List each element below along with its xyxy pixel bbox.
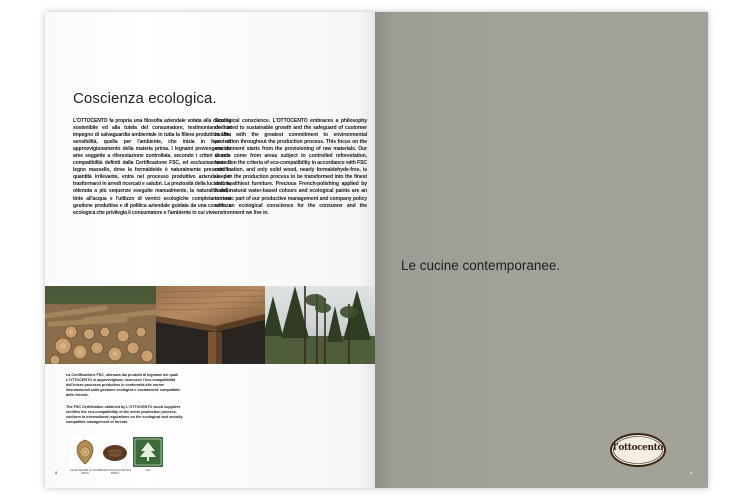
brand-name: l'ottocento [612, 443, 663, 453]
badge-caption: FSC [145, 469, 151, 472]
wood-table-photo [156, 286, 265, 364]
fsc-note-english: The FSC Certification obtained by L'OTTOCENTO wood suppliers certifies the eco-compatibility of the entire production process, conform to international regulations on the ecological and socially compatible management of forests. [66, 405, 183, 425]
brochure-spread [45, 12, 708, 488]
forest-photo [265, 286, 375, 364]
page-number: 8 [55, 470, 58, 475]
badge-caption: VERNICI ECOLOGICHE ECO PAINTS [98, 469, 132, 475]
left-page [45, 12, 375, 488]
page-headline: Le cucine contemporanee. [401, 258, 561, 273]
fsc-tree-badge-icon [133, 437, 163, 467]
right-page [375, 12, 708, 488]
page-title: Coscienza ecologica. [73, 90, 217, 107]
leaf-wood-badge-icon [70, 437, 100, 467]
english-lead: Ecological conscience. [215, 118, 271, 124]
italian-body-text: L'OTTOCENTO fa propria una filosofia aziendale votata alla crescita sostenibile ed alla tutela del consumatore, testimoniando un impegno di salvaguardia ambientale in tutta la filiera produttiva. Una sensibilità, quella per l'ambiente, che inizia in fase di approvvigionamento della materia prima. I legnami provengono da aree soggette a riforestazione controllata, secondo i criteri di eco-compatibilità definiti dalla Certificazione FSC, ed esclusivamente il legno massello, dove la formaldeide è naturalmente presente in quantità irrilevante, entra nel processo produttivo aziendale per trasformarsi in arredi ricercati e salubri. La preziosità della lucidatura, ottenuta a più sequenze eseguite manualmente, la naturalità delle tinte all'acqua e l'utilizzo di vernici ecologiche completano una gestione produttiva e di politica aziendale guidata da una coscienza ecologica che privilegia il consumatore e l'ambiente in cui vive. [73, 118, 231, 216]
badge-caption: LEGNO MASSELLO SOLID WOOD [70, 469, 100, 475]
brown-leaf-badge-icon [100, 437, 130, 467]
english-body-text [215, 118, 367, 217]
page-number: 9 [690, 470, 693, 475]
logs-photo [45, 286, 156, 364]
fsc-note-italian: La Certificazione FSC, ottenuta dai prodotti di legname dei quali L'OTTOCENTO si approvvigiona, riconosce l'eco-compatibilità dell'intero processo produttivo in conformità alle norme internazionali sulla gestione ecologica e socialmente compatibile delle foreste. [66, 373, 181, 398]
english-body: L'OTTOCENTO embraces a philosophy dedicated to sustainable growth and the safeguard of customer health, with the greatest commitment to environmental protection throughout the production process. This focus on the environment starts from the provisioning of raw materials. Our woods come from areas subject to controlled reforestation, based on the criteria of eco-compatibility in accordance with FSC certification, and only solid wood, nearly formaldehyde-free, is used in the production process to be transformed into the finest and healthiest furniture. Precious French-polishing applied by hand, natural water-based colours and ecological paints are an intrinsic part of our productive management and company policy with an ecological conscience for the consumer and the environment we live in. [215, 118, 367, 216]
